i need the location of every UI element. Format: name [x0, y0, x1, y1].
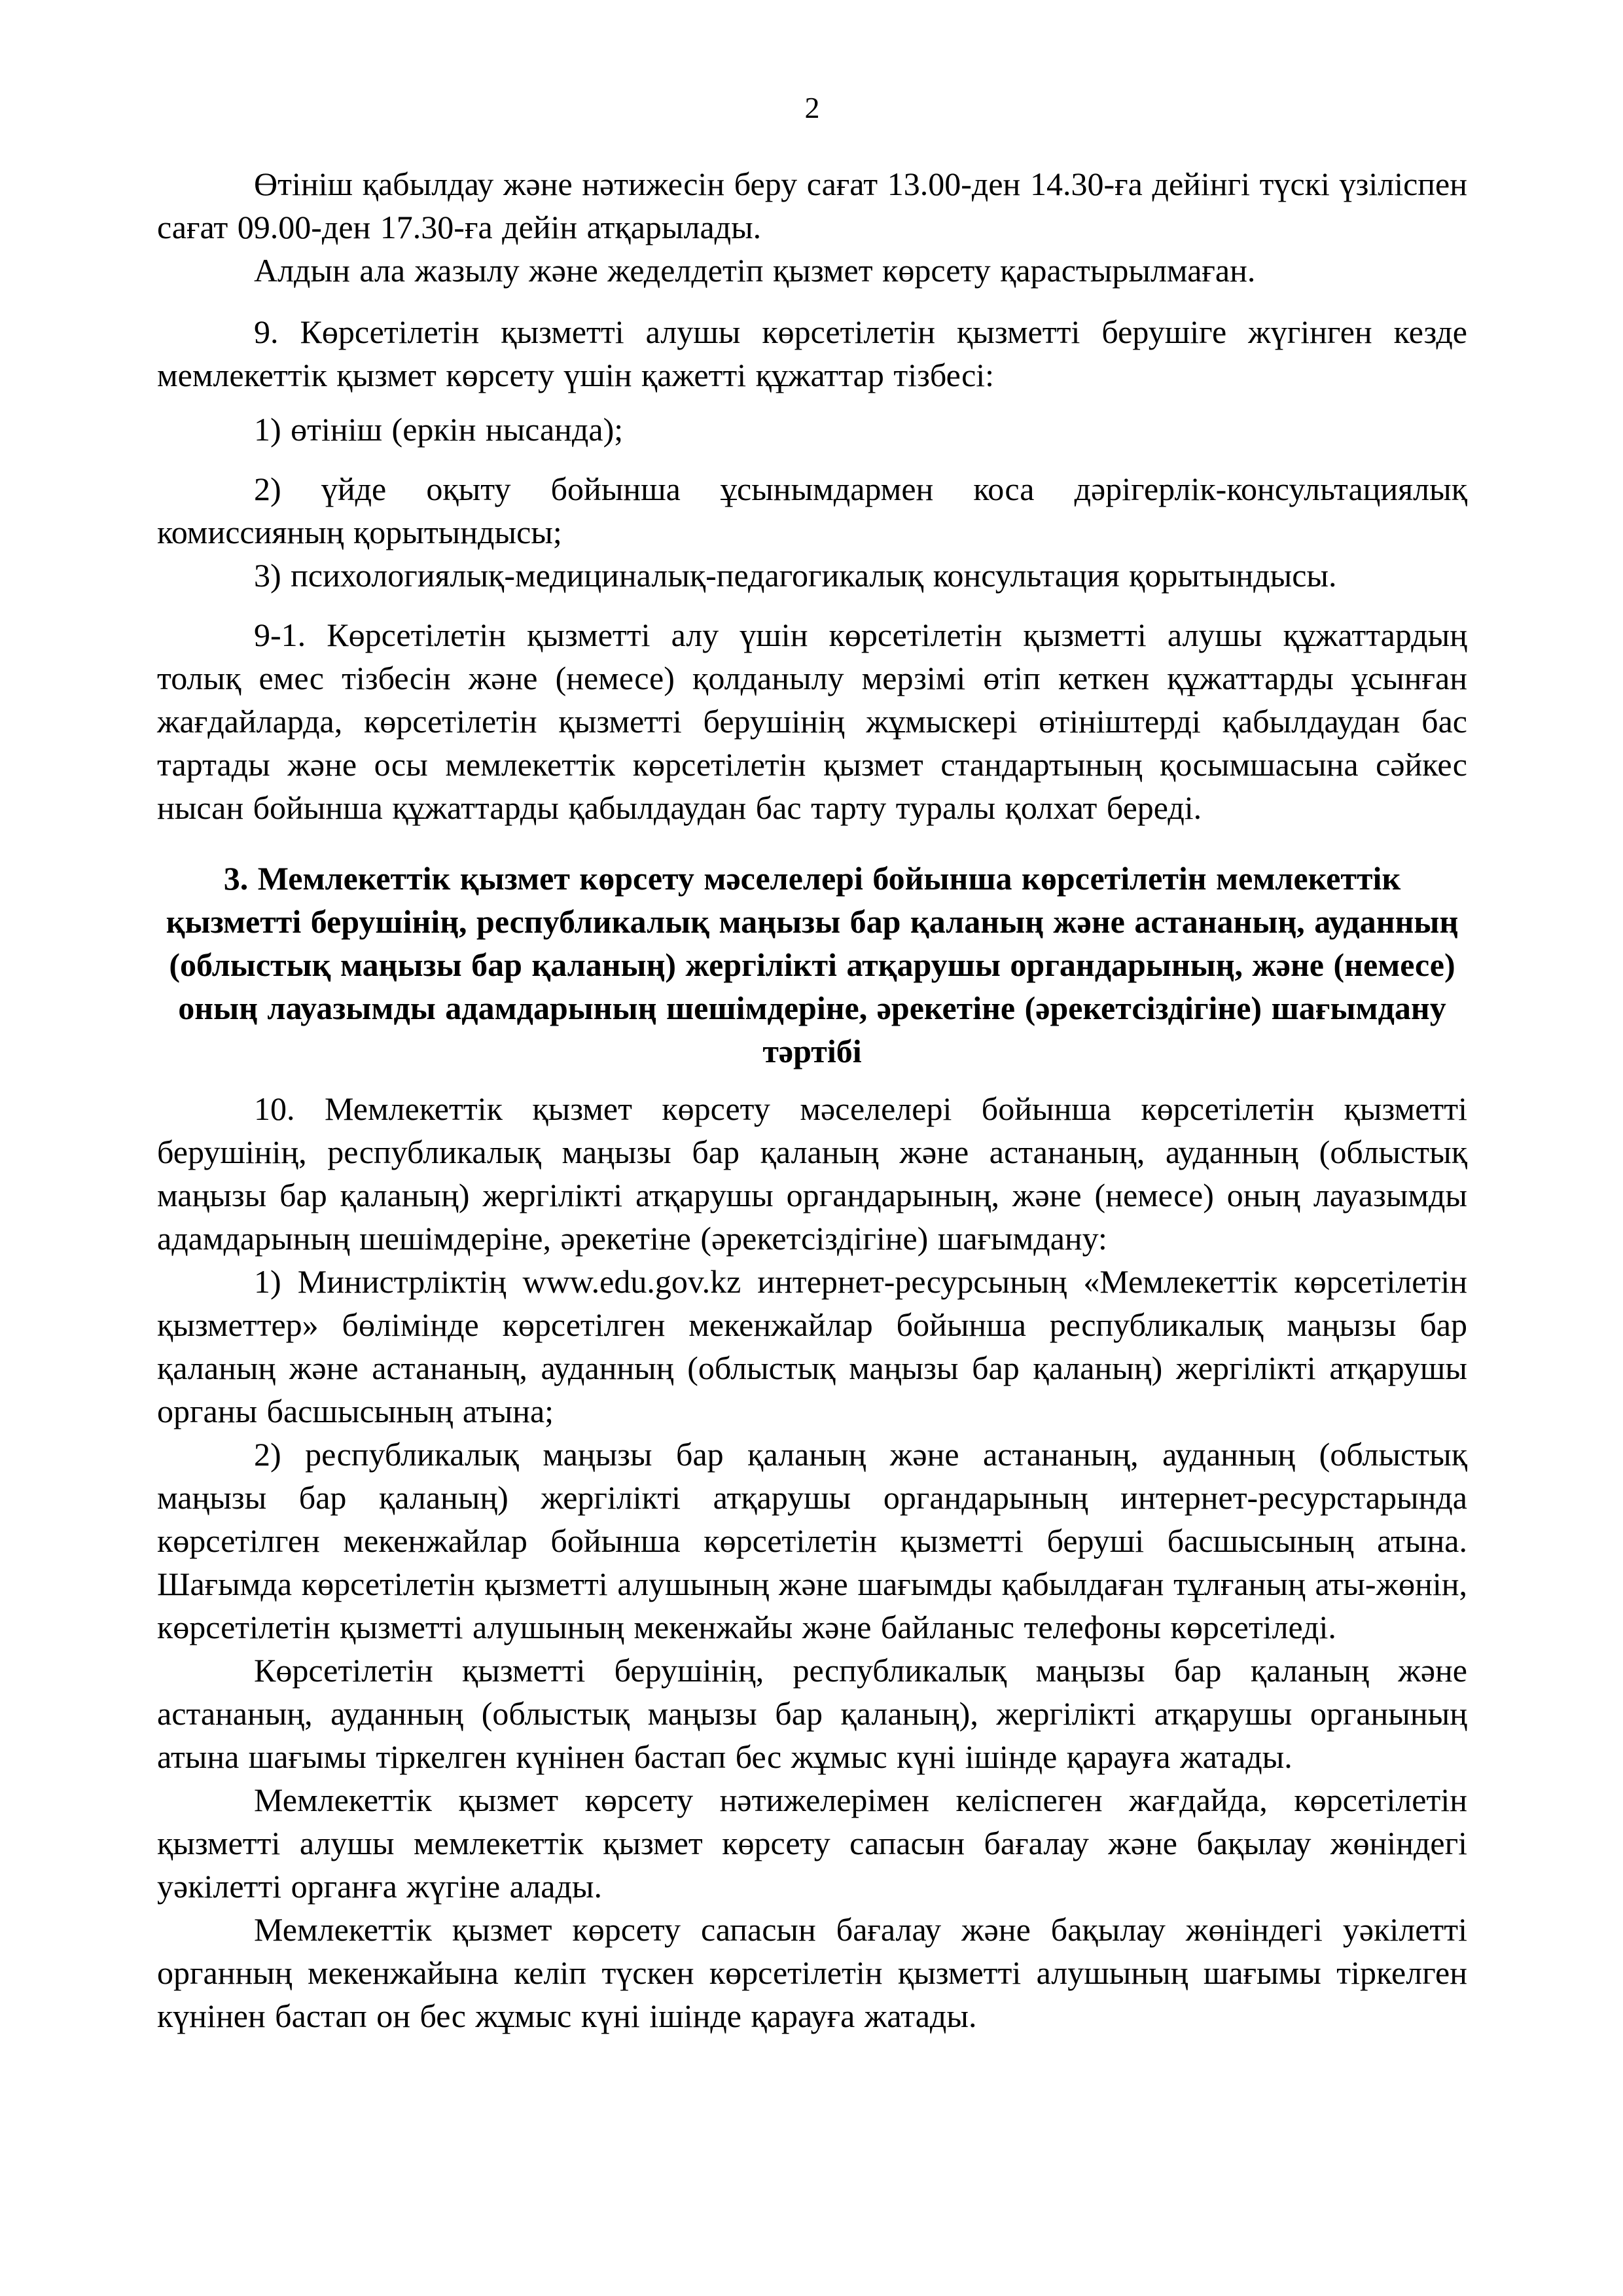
para-fifteen-working-days: Мемлекеттік қызмет көрсету сапасын бағалау және бақылау жөніндегі уәкілетті органның мекенжайына келіп түскен көрсетілетін қызметті алушының шағымы тіркелген күнінен бастап он бес жұмыс күні ішінде қарауға жатады.	[157, 1911, 1467, 2034]
para-10-appeal-procedure: 10. Мемлекеттік қызмет көрсету мәселелері бойынша көрсетілетін қызметті берушінің, республикалық маңызы бар қаланың және астананың, ауданның (облыстық маңызы бар қаланың) жергілікті атқарушы органдарының, және (немесе) оның лауазымды адамдарының шешімдеріне, әрекетіне (әрекетсіздігіне) шағымдану:	[157, 1090, 1467, 1257]
para-9-item-2-medical-commission: 2) үйде оқыту бойынша ұсынымдармен коса дәрігерлік-консультациялық комиссияның қорытындысы;	[157, 471, 1467, 550]
para-10-item-1-ministry-internet-resource: 1) Министрліктің www.edu.gov.kz интернет-ресурсының «Мемлекеттік көрсетілетін қызметтер» бөлімінде көрсетілген мекенжайлар бойынша республикалық маңызы бар қаланың және астананың, ауданның (облыстық маңызы бар қаланың) жергілікті атқарушы органы басшысының атына;	[157, 1263, 1467, 1429]
para-9-item-3-consultation-conclusion: 3) психологиялық-медициналық-педагогикалық консультация қорытындысы.	[254, 557, 1337, 594]
para-application-hours: Өтініш қабылдау және нәтижесін беру сағат 13.00-ден 14.30-ға дейінгі түскі үзіліспен сағат 09.00-ден 17.30-ға дейін атқарылады.	[157, 166, 1467, 245]
para-no-prebooking: Алдын ала жазылу және жеделдетіп қызмет көрсету қарастырылмаған.	[254, 252, 1256, 289]
para-disagree-authorized-body: Мемлекеттік қызмет көрсету нәтижелерімен келіспеген жағдайда, көрсетілетін қызметті алушы мемлекеттік қызмет көрсету сапасын бағалау және бақылау жөніндегі уәкілетті органға жүгіне алады.	[157, 1782, 1467, 1905]
para-9-item-1-application: 1) өтініш (еркін нысанда);	[254, 411, 624, 448]
section-3-heading: 3. Мемлекеттік қызмет көрсету мәселелері бойынша көрсетілетін мемлекеттік қызметті берушінің, республикалық маңызы бар қаланың және астананың, ауданның (облыстық маңызы бар қаланың) жергілікті атқарушы органдарының, және (немесе) оның лауазымды адамдарының шешімдеріне, әрекетіне (әрекетсіздігіне) шағымдану тәртібі	[166, 860, 1459, 1069]
para-appeal-five-working-days: Көрсетілетін қызметті берушінің, республикалық маңызы бар қаланың және астананың, ауданның (облыстық маңызы бар қаланың), жергілікті атқарушы органының атына шағымы тіркелген күнінен бастап бес жұмыс күні ішінде қарауға жатады.	[157, 1652, 1467, 1775]
page-number: 2	[804, 91, 820, 124]
para-10-item-2-provider-head: 2) республикалық маңызы бар қаланың және астананың, ауданның (облыстық маңызы бар қаланың) жергілікті атқарушы органдарының интернет-ресурстарында көрсетілген мекенжайлар бойынша көрсетілетін қызметті беруші басшысының атына. Шағымда көрсетілетін қызметті алушының және шағымды қабылдаған тұлғаның аты-жөнін, көрсетілетін қызметті алушының мекенжайы және байланыс телефоны көрсетіледі.	[157, 1436, 1467, 1645]
para-9-required-documents: 9. Көрсетілетін қызметті алушы көрсетілетін қызметті берушіге жүгінген кезде мемлекеттік қызмет көрсету үшін қажетті құжаттар тізбесі:	[157, 314, 1467, 393]
para-9-1-refusal-receipt: 9-1. Көрсетілетін қызметті алу үшін көрсетілетін қызметті алушы құжаттардың толық емес тізбесін және (немесе) қолданылу мерзімі өтіп кеткен құжаттарды ұсынған жағдайларда, көрсетілетін қызметті берушінің жұмыскері өтініштерді қабылдаудан бас тартады және осы мемлекеттік көрсетілетін қызмет стандартының қосымшасына сәйкес нысан бойынша құжаттарды қабылдаудан бас тарту туралы қолхат береді.	[157, 617, 1467, 826]
